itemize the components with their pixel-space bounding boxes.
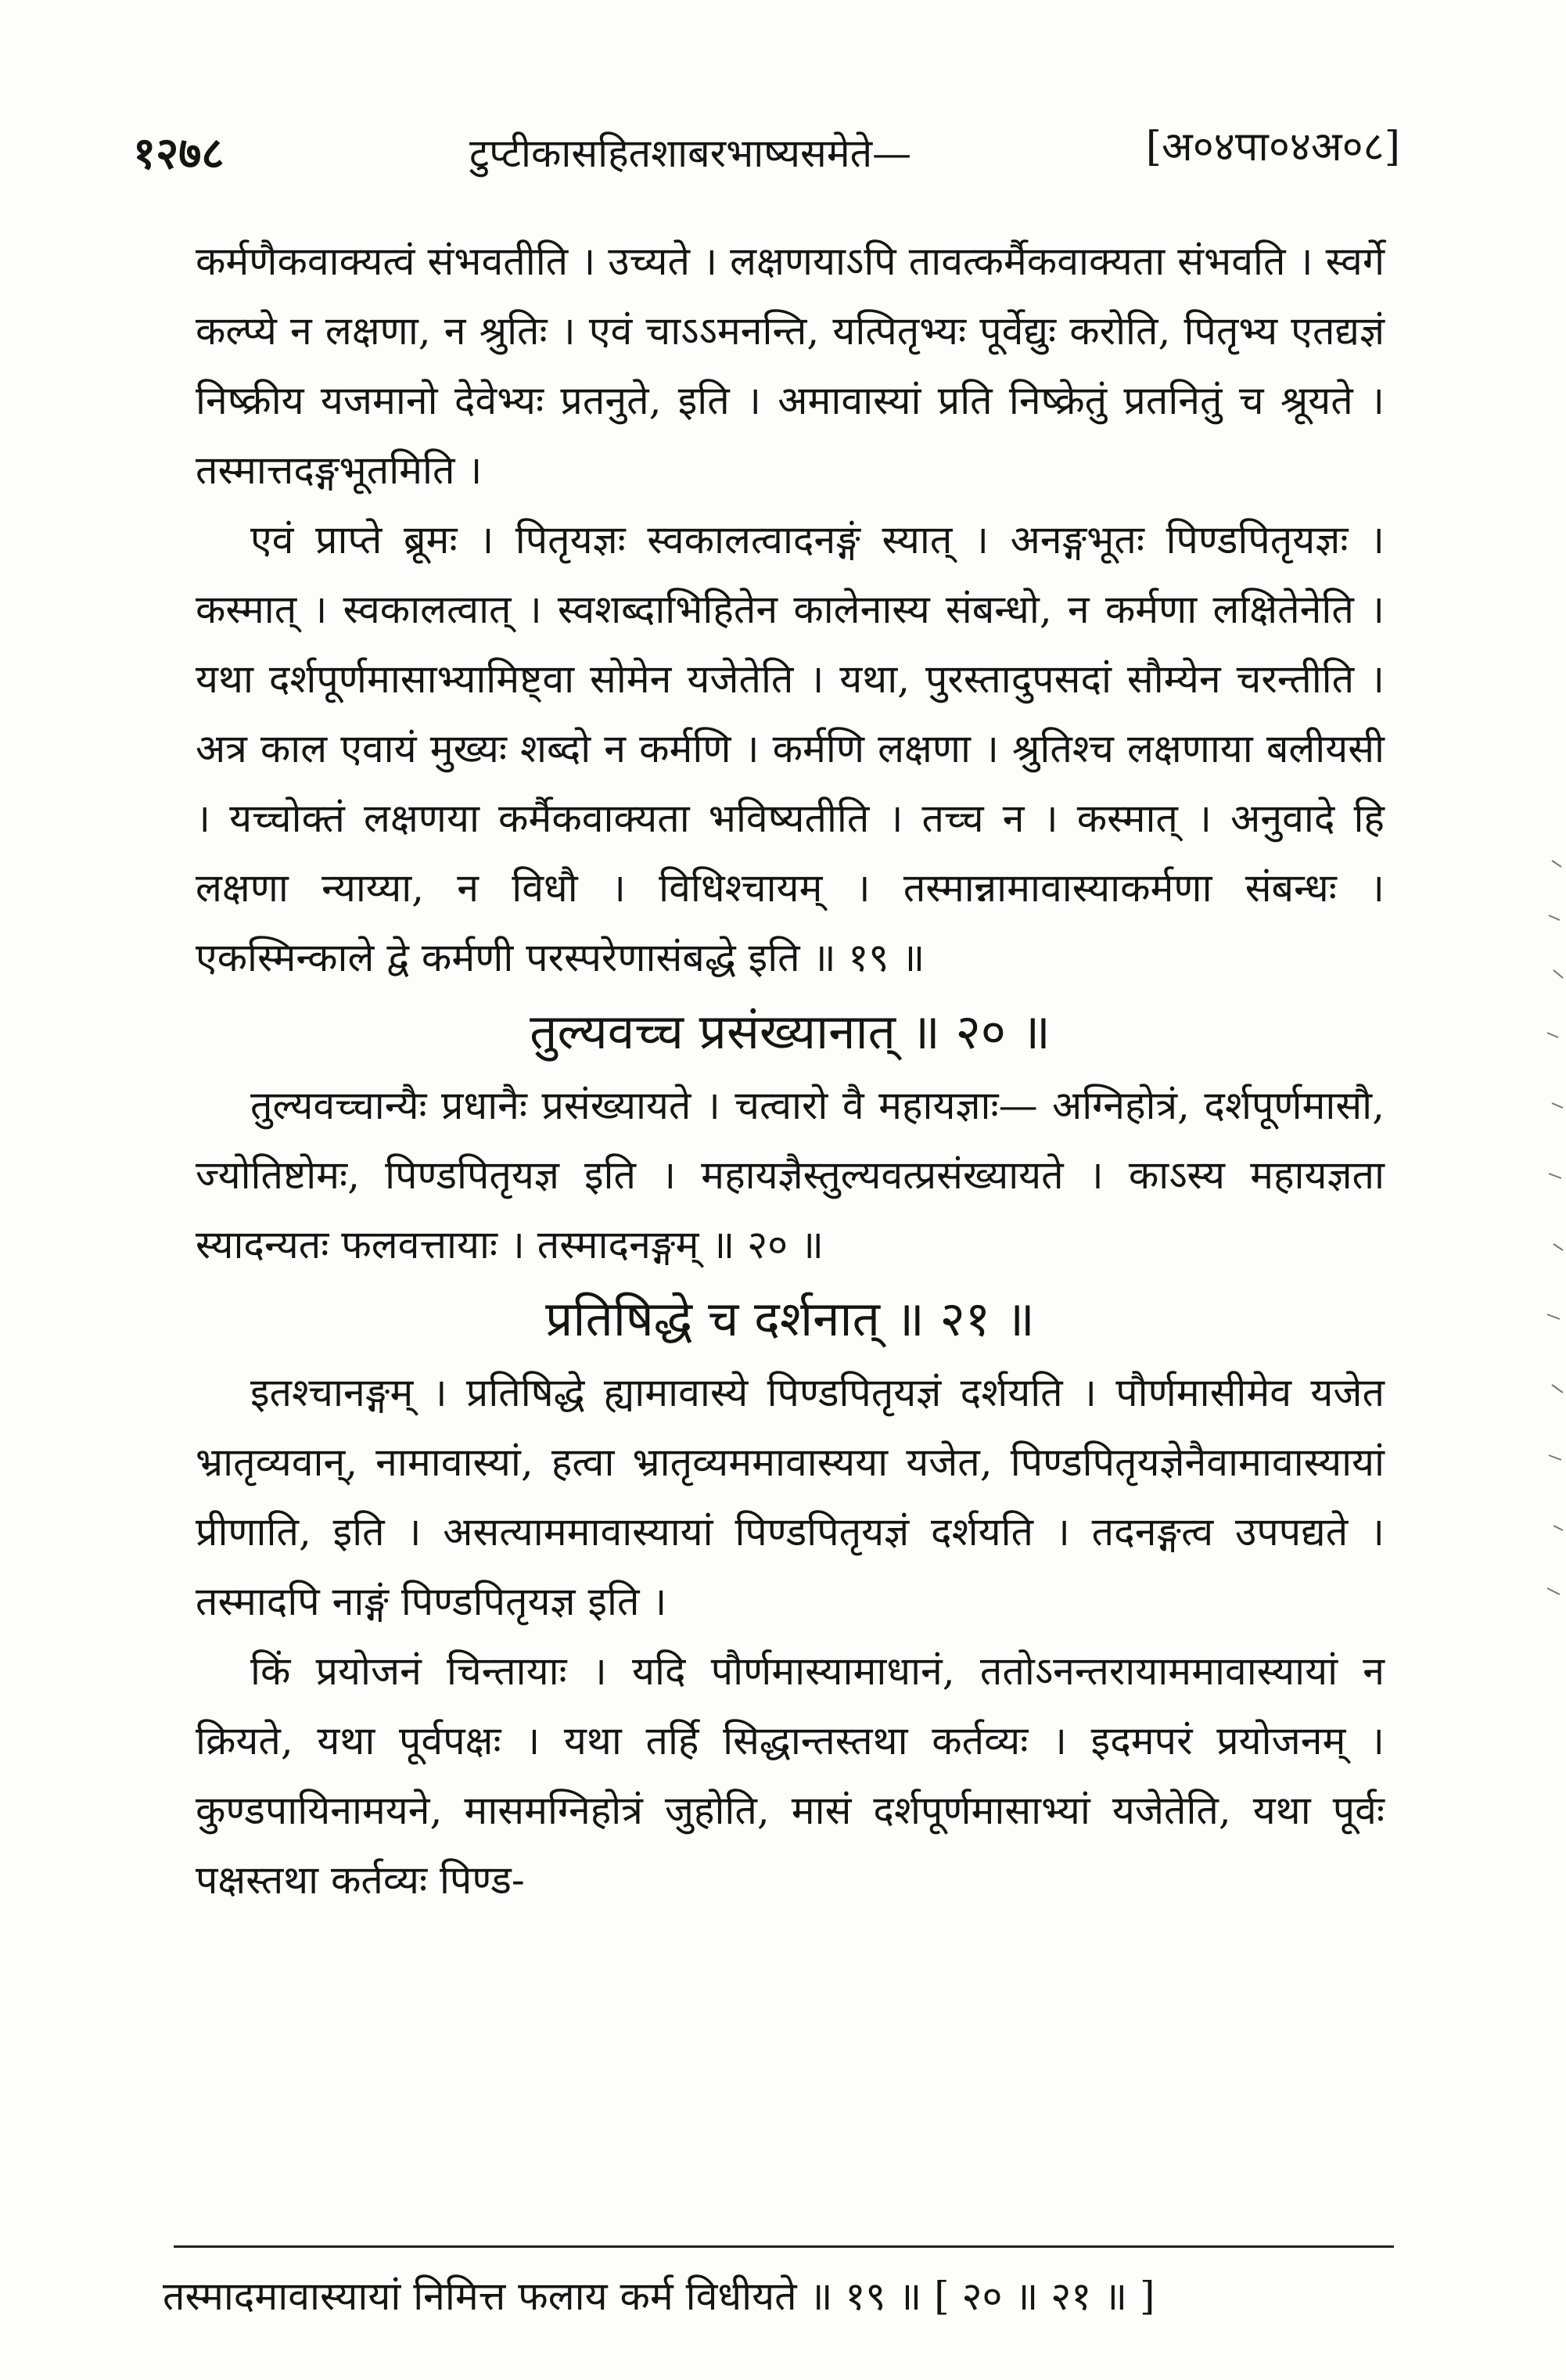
commentary-paragraph: इतश्चानङ्गम् । प्रतिषिद्धे ह्यामावास्ये पिण्डपितृयज्ञं दर्शयति । पौर्णमासीमेव यजेत भ्रातृव्यवान्, नामावास्यां, हत्वा भ्रातृव्यममावास्यया यजेत, पिण्डपितृयज्ञेनैवामावास्यायां प्रीणाति, इति । असत्याममावास्यायां पिण्डपितृयज्ञं दर्शयति । तदनङ्गत्व उपपद्यते । तस्मादपि नाङ्गं पिण्डपितृयज्ञ इति । (196, 1370, 1385, 1624)
commentary-paragraph: किं प्रयोजनं चिन्तायाः । यदि पौर्णमास्यामाधानं, ततोऽनन्तरायाममावास्यायां न क्रियते, यथा पूर्वपक्षः । यथा तर्हि सिद्धान्तस्तथा कर्तव्यः । इदमपरं प्रयोजनम् । कुण्डपायिनामयने, मासमग्निहोत्रं जुहोति, मासं दर्शपूर्णमासाभ्यां यजेतेति, यथा पूर्वः पक्षस्तथा कर्तव्यः पिण्ड- (196, 1648, 1385, 1903)
commentary-paragraph: एवं प्राप्ते ब्रूमः । पितृयज्ञः स्वकालत्वादनङ्गं स्यात् । अनङ्गभूतः पिण्डपितृयज्ञः । कस्मात् । स्वकालत्वात् । स्वशब्दाभिहितेन कालेनास्य संबन्धो, न कर्मणा लक्षितेनेति । यथा दर्शपूर्णमासाभ्यामिष्ट्वा सोमेन यजेतेति । यथा, पुरस्तादुपसदां सौम्येन चरन्तीति । अत्र काल एवायं मुख्यः शब्दो न कर्मणि । कर्मणि लक्षणा । श्रुतिश्च लक्षणाया बलीयसी । यच्चोक्तं लक्षणया कर्मैकवाक्यता भविष्यतीति । तच्च न । कस्मात् । अनुवादे हि लक्षणा न्याय्या, न विधौ । विधिश्चायम् । तस्मान्नामावास्याकर्मणा संबन्धः । एकस्मिन्काले द्वे कर्मणी परस्परेणासंबद्धे इति ॥ १९ ॥ (196, 517, 1385, 980)
page-header (133, 117, 1400, 188)
running-title: टुप्टीकासहितशाबरभाष्यसमेते— (469, 131, 912, 176)
section-reference: [अ०४पा०४अ०८] (1145, 124, 1400, 171)
commentary-paragraph: तुल्यवच्चान्यैः प्रधानैः प्रसंख्यायते । चत्वारो वै महायज्ञाः— अग्निहोत्रं, दर्शपूर्णमासौ, ज्योतिष्टोमः, पिण्डपितृयज्ञ इति । महायज्ञैस्तुल्यवत्प्रसंख्यायते । काऽस्य महायज्ञता स्यादन्यतः फलवत्तायाः । तस्मादनङ्गम् ॥ २० ॥ (196, 1083, 1385, 1267)
page-edge-scan-marks (1544, 845, 1566, 1627)
footnote-divider (174, 2245, 1394, 2248)
page-number: १२७८ (133, 128, 224, 179)
footnote: तस्मादमावास्यायां निमित्त फलाय कर्म विधीयते ॥ १९ ॥ [ २० ॥ २१ ॥ ] (163, 2274, 1155, 2319)
sutra-heading: प्रतिषिद्धे च दर्शनात् ॥ २१ ॥ (545, 1290, 1035, 1347)
sutra-heading: तुल्यवच्च प्रसंख्यानात् ॥ २० ॥ (530, 1003, 1051, 1060)
main-text (196, 227, 1385, 1915)
commentary-paragraph: कर्मणैकवाक्यत्वं संभवतीति । उच्यते । लक्षणयाऽपि तावत्कर्मैकवाक्यता संभवति । स्वर्गे कल्प्ये न लक्षणा, न श्रुतिः । एवं चाऽऽमनन्ति, यत्पितृभ्यः पूर्वेद्युः करोति, पितृभ्य एतद्यज्ञं निष्क्रीय यजमानो देवेभ्यः प्रतनुते, इति । अमावास्यां प्रति निष्क्रेतुं प्रतनितुं च श्रूयते । तस्मात्तदङ्गभूतमिति । (196, 239, 1385, 493)
